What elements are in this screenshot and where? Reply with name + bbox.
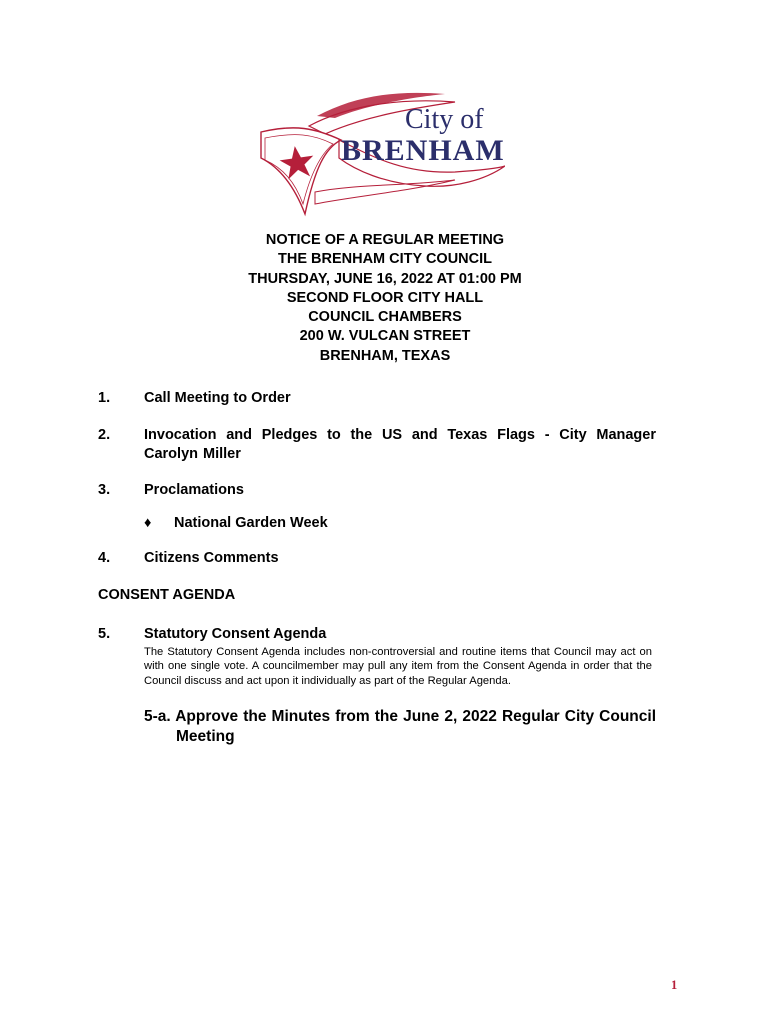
agenda-item-number: 5. bbox=[98, 626, 111, 642]
agenda-item-text: Statutory Consent Agenda bbox=[144, 626, 327, 642]
agenda-item-number: 4. bbox=[98, 550, 111, 566]
agenda-item-text: Proclamations bbox=[144, 482, 244, 498]
agenda-item-text: Call Meeting to Order bbox=[144, 390, 291, 406]
header-line: 200 W. VULCAN STREET bbox=[299, 328, 471, 345]
sub-item-line: 5-a. Approve the Minutes from the June 2, 2022 Regular City Council bbox=[144, 708, 656, 725]
agenda-item-number: 3. bbox=[98, 482, 111, 498]
header-line: THE BRENHAM CITY COUNCIL bbox=[277, 251, 492, 268]
header-line: THURSDAY, JUNE 16, 2022 AT 01:00 PM bbox=[248, 270, 522, 287]
sub-item-line: Meeting bbox=[176, 727, 235, 745]
diamond-bullet-icon: ♦ bbox=[144, 515, 152, 531]
agenda-item-text: Invocation and Pledges to the US and Texas Flags - City Manager Carolyn Miller bbox=[144, 427, 656, 462]
agenda-item-text: Citizens Comments bbox=[144, 550, 279, 566]
proclamation-bullet-item bbox=[144, 515, 328, 531]
header-line: NOTICE OF A REGULAR MEETING bbox=[265, 232, 505, 248]
city-of-brenham-logo bbox=[255, 88, 505, 220]
page-number: 1 bbox=[671, 978, 678, 992]
meeting-notice-header bbox=[0, 231, 770, 366]
header-line: SECOND FLOOR CITY HALL bbox=[286, 289, 484, 306]
header-line: COUNCIL CHAMBERS bbox=[308, 309, 462, 326]
flag-star-logo-icon bbox=[255, 88, 505, 220]
proclamation-text: National Garden Week bbox=[174, 515, 328, 531]
logo-brenham-text: BRENHAM bbox=[341, 134, 505, 167]
agenda-item-number: 2. bbox=[98, 427, 111, 443]
consent-agenda-heading: CONSENT AGENDA bbox=[98, 587, 236, 603]
agenda-item-number: 1. bbox=[98, 390, 111, 406]
logo-city-of-text: City of bbox=[405, 104, 484, 135]
consent-sub-item bbox=[144, 707, 656, 746]
consent-agenda-description: The Statutory Consent Agenda includes non-controversial and routine items that Council may act on with one single vote. A councilmember may pull any item from the Consent Agenda in order that the Council discuss and act upon it individually as part of the Regular Agenda. bbox=[144, 646, 652, 687]
header-line: BRENHAM, TEXAS bbox=[319, 347, 451, 364]
